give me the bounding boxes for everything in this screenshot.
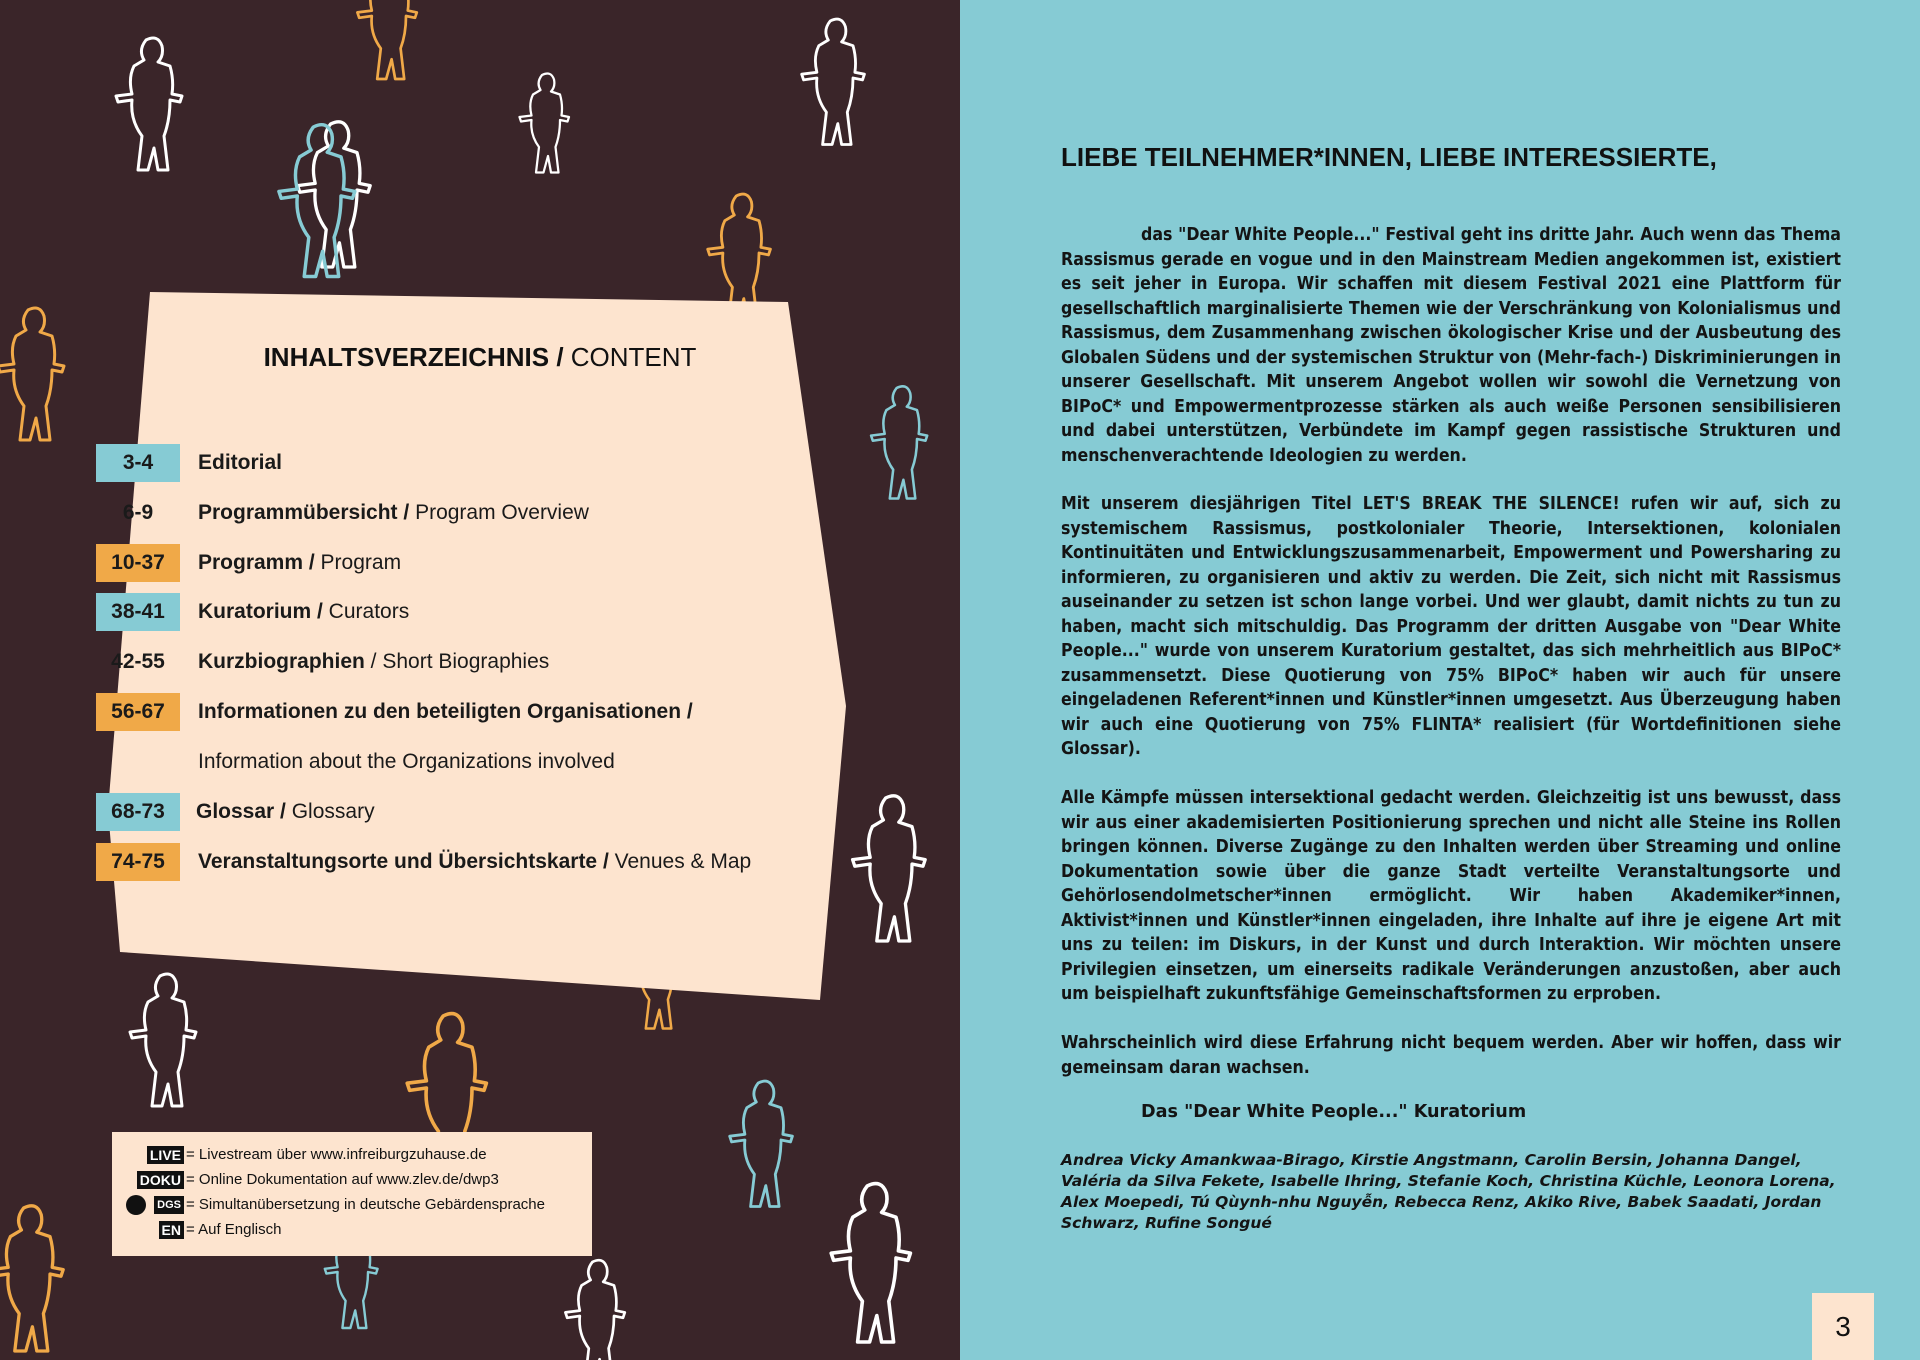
toc-entry-rest: Information about the Organizations involved [198, 750, 615, 773]
toc-page-badge: 74-75 [96, 843, 180, 881]
editorial-paragraph-4 [1061, 1031, 1841, 1080]
toc-entry [198, 693, 693, 731]
paragraph-text: Mit unserem diesjährigen Titel LET'S BREAK THE SILENCE! rufen wir auf, sich zu systemischem Rassismus, postkolonialer Theorie, Intersektionen, kolonialen Kontinuitäten und Entwicklungszusammenarbeit, Empowerment und Powersharing zu informieren, zu organisieren und aktiv zu werden. Die Zeit, sich nicht mit Rassismus auseinander zu setzen ist schon lange vorbei. Und wer glaubt, damit nichts zu tun zu haben, macht sich mitschuldig. Das Programm der dritten Ausgabe von "Dear White People..." wurde von unserem Kuratorium gestaltet, das sich mehrheitlich aus BIPoC* zusammensetzt. Diese Quotierung von 75% BIPoC* haben wir auch für unsere eingeladenen Referent*innen und Künstler*innen umgesetzt. Aus Überzeugung haben wir auch eine Quotierung von 75% FLINTA* realisiert (für Wortdefinitionen siehe Glossar). [1061, 494, 1841, 759]
legend-key [112, 1144, 184, 1166]
toc-entry [198, 494, 589, 532]
toc-entry [198, 593, 409, 631]
curator-names: Andrea Vicky Amankwaa-Birago, Kirstie Angstmann, Carolin Bersin, Johanna Dangel, Valéria da Silva Fekete, Isabelle Ihring, Stefanie Koch, Christina Küchle, Leonora Lorena, Alex Moepedi, Tú Qùynh-nhu Nguyễn, Rebecca Renz, Akiko Rive, Babek Saadati, Jordan Schwarz, Rufine Songué [1061, 1151, 1836, 1232]
editorial-heading: LIEBE TEILNEHMER*INNEN, LIEBE INTERESSIERTE, [1061, 142, 1717, 172]
toc-entry-bold: Programmübersicht / [198, 501, 410, 524]
toc-page-badge: 10-37 [96, 544, 180, 582]
editorial-paragraph-3 [1061, 786, 1841, 1007]
sign-language-hands-icon [126, 1195, 146, 1215]
toc-entry-rest: Glossary [285, 800, 375, 823]
toc-entry-rest: Curators [322, 600, 410, 623]
editorial-paragraph-1 [1061, 223, 1841, 468]
toc-page-badge: 42-55 [111, 650, 165, 673]
editorial-signature: Das "Dear White People..." Kuratorium [1141, 1102, 1527, 1122]
toc-entry-bold: Veranstaltungsorte und Übersichtskarte / [198, 850, 609, 873]
toc-page-badge: 56-67 [96, 693, 180, 731]
toc-page-badge: 6-9 [122, 501, 154, 524]
symbol-legend [112, 1132, 592, 1256]
toc-entry [196, 793, 375, 831]
toc-heading-bold: INHALTSVERZEICHNIS / [263, 342, 564, 372]
toc-entry-rest: / Short Biographies [364, 650, 550, 673]
live-tag-icon: LIVE [147, 1146, 184, 1164]
paragraph-text: Wahrscheinlich wird diese Erfahrung nicht bequem werden. Aber wir hoffen, dass wir gemeinsam daran wachsen. [1061, 1033, 1841, 1078]
toc-entry-rest: Venues & Map [608, 850, 752, 873]
toc-page-badge: 68-73 [96, 793, 180, 831]
toc-entry [198, 643, 549, 681]
dgs-tag-icon: DGS [154, 1196, 184, 1214]
toc-entry [198, 843, 751, 881]
legend-key [112, 1219, 184, 1241]
toc-entry [198, 743, 615, 781]
legend-text: = Auf Englisch [186, 1221, 282, 1238]
editorial-paragraph-2 [1061, 492, 1841, 762]
toc-page-badge: 38-41 [96, 593, 180, 631]
legend-text: = Simultanübersetzung in deutsche Gebärdensprache [186, 1196, 545, 1213]
toc-entry-bold: Glossar / [196, 800, 286, 823]
paragraph-text: Alle Kämpfe müssen intersektional gedacht werden. Gleichzeitig ist uns bewusst, dass wir aus einer akademisierten Positionierung sprechen und nicht alle Steine ins Rollen bringen können. Diverse Zugänge zu den Inhalten werden über Streaming und online Dokumentation sowie über die ganze Stadt verteilte Veranstaltungsorte und Gehörlosendolmetscher*innen ermöglicht. Wir haben Akademiker*innen, Aktivist*innen und Künstler*innen eingeladen, ihre Inhalte auf ihre je eigene Art mit uns zu teilen: im Diskurs, in der Kunst und durch Interaktion. Wir möchten unsere Privilegien einsetzen, um einerseits radikale Veränderungen anzustoßen, aber auch um beispielhaft zukunftsfähige Gemeinschaftsformen zu erproben. [1061, 788, 1841, 1004]
legend-text: = Online Dokumentation auf www.zlev.de/dwp3 [186, 1171, 499, 1188]
en-tag-icon: EN [159, 1221, 184, 1239]
toc-heading [0, 342, 960, 373]
toc-entry-bold: Editorial [198, 451, 283, 474]
toc-heading-rest: CONTENT [563, 342, 697, 372]
toc-page-badge: 3-4 [96, 444, 180, 482]
paragraph-text: das "Dear White People..." Festival geht ins dritte Jahr. Auch wenn das Thema Rassismus gerade en vogue und in den Mainstream Medien angekommen ist, existiert es seit jeher in Europa. Wir schaffen mit diesem Festival 2021 eine Plattform für gesellschaftlich marginalisierte Themen wie der Verschränkung von Kolonialismus und Rassismus, dem Zusammenhang zwischen ökologischer Krise und der Ausbeutung des Globalen Südens und der systemischen Struktur von (Mehr-fach-) Diskriminierungen in unserer Gesellschaft. Mit unserem Angebot wollen wir sowohl die Vernetzung von BIPoC* und Empowermentprozesse stärken als auch weiße Personen sensibilisieren und dabei unterstützen, Verbündete im Kampf gegen rassistische Strukturen und menschenverachtende Ideologien zu werden. [1061, 225, 1841, 466]
toc-entry-bold: Kurzbiographien [198, 650, 365, 673]
legend-text: = Livestream über www.infreiburgzuhause.de [186, 1146, 487, 1163]
toc-entry-rest: Program Overview [409, 501, 589, 524]
doku-tag-icon: DOKU [137, 1171, 184, 1189]
page-number: 3 [1812, 1293, 1874, 1360]
toc-entry-bold: Programm / [198, 551, 315, 574]
legend-key [112, 1169, 184, 1191]
legend-key [112, 1194, 184, 1216]
toc-entry-bold: Kuratorium / [198, 600, 323, 623]
toc-entry [198, 544, 401, 582]
toc-page-badge [96, 743, 180, 781]
toc-entry-rest: Program [314, 551, 402, 574]
toc-entry [198, 444, 282, 482]
toc-entry-bold: Informationen zu den beteiligten Organisationen / [198, 700, 693, 723]
